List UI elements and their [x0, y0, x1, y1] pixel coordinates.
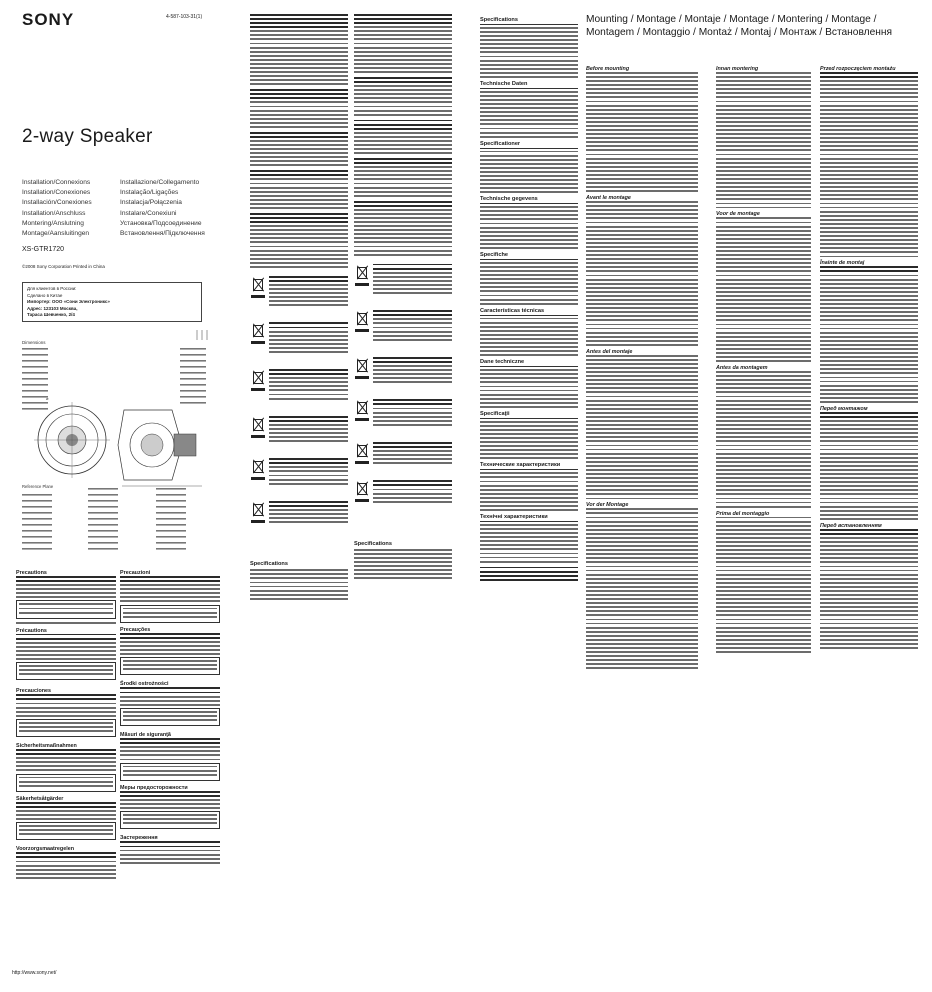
- weee-bin-icon: [250, 501, 266, 523]
- section-heading: Środki ostrożności: [120, 681, 169, 688]
- disposal-notice: [354, 310, 452, 343]
- section-heading: Precauzioni: [120, 570, 151, 576]
- disposal-notice: [250, 458, 348, 487]
- disposal-notice: [250, 416, 348, 445]
- section-heading: Voorzorgsmaatregelen: [16, 846, 75, 853]
- disposal-notice: [250, 369, 348, 402]
- disposal-notice: [354, 399, 452, 428]
- sony-url[interactable]: http://www.sony.net/: [12, 970, 57, 976]
- mounting-column-a: Before mounting Avant le montage Antes del montaje Vor der Montage: [586, 66, 698, 978]
- section-heading: Sicherheitsmaßnahmen: [16, 743, 77, 750]
- specifications-block: Specifications: [250, 561, 348, 599]
- weee-bin-icon: [250, 369, 266, 391]
- mounting-column-c: Przed rozpoczęciem montażu Înainte de montaj Перед монтажом Перед встановленням: [820, 66, 918, 978]
- language-column-left: Installation/Connexions Installation/Conexiones Installación/Conexiones Installation/Anschluss Montering/Anslutning Montage/Aansluitingen: [22, 179, 92, 238]
- disposal-column-b: [354, 14, 452, 978]
- section-heading: Застереження: [120, 835, 158, 842]
- disposal-notice: [354, 442, 452, 466]
- language-list: [22, 178, 205, 239]
- weee-bin-icon: [354, 310, 370, 332]
- note-box: [120, 657, 220, 675]
- note-box: [16, 719, 116, 737]
- weee-bin-icon: [250, 276, 266, 298]
- sony-logo: SONY: [22, 10, 75, 29]
- precautions-column-a: [16, 570, 116, 968]
- disposal-notice: [354, 357, 452, 386]
- note-box: [16, 774, 116, 792]
- note-box: [16, 822, 116, 840]
- note-box: [120, 811, 220, 829]
- weee-bin-icon: [354, 442, 370, 464]
- weee-bin-icon: [250, 458, 266, 480]
- note-box: [16, 600, 116, 618]
- speaker-side-view: [118, 410, 202, 486]
- section-heading: Précautions: [16, 627, 47, 634]
- model-number: XS-GTR1720: [22, 246, 65, 253]
- section-heading: Меры предосторожности: [120, 784, 188, 791]
- part-number: 4-587-103-31(1): [166, 14, 203, 20]
- reference-plane-label: Reference Plane: [22, 484, 54, 489]
- section-heading: Măsuri de siguranţă: [120, 732, 171, 739]
- disposal-notice: [354, 480, 452, 504]
- mounting-column-b: Innan montering Voor de montage Antes da montagem Prima del montaggio: [716, 66, 811, 978]
- dimensions-diagram: [22, 330, 216, 560]
- note-box: [120, 708, 220, 726]
- note-box: [16, 662, 116, 680]
- document-title: 2-way Speaker: [22, 126, 153, 147]
- section-heading: Säkerhetsåtgärder: [16, 795, 64, 802]
- weee-bin-icon: [250, 322, 266, 344]
- weee-bin-icon: [354, 357, 370, 379]
- specifications-column: Specifications Technische Daten Specificationer Technische gegevens Specifiche Características técnicas Dane techniczne Specificaţii Технические характеристики Технічні характеристики: [480, 14, 578, 978]
- copyright: ©2008 Sony Corporation Printed in China: [22, 264, 105, 269]
- figure-title: Dimensions: [22, 340, 46, 345]
- weee-bin-icon: [354, 399, 370, 421]
- disposal-notice: [250, 276, 348, 309]
- disposal-notice: [250, 501, 348, 525]
- weee-bin-icon: [354, 480, 370, 502]
- mounting-header: Mounting / Montage / Montaje / Montage / Montering / Montage / Montagem / Montaggio / Montaż / Montaj / Монтаж / Встановлення: [586, 14, 893, 38]
- section-heading: Precauções: [120, 626, 151, 633]
- disposal-column-a: [250, 14, 348, 978]
- weee-bin-icon: [354, 264, 370, 286]
- section-heading: Precauciones: [16, 688, 52, 695]
- note-box: [120, 605, 220, 623]
- language-column-right: Installazione/Collegamento Instalação/Ligações Instalacja/Połączenia Instalare/Conexiuni Установка/Подсоединение Встановлення/Підключення: [120, 179, 205, 238]
- disposal-notice: [250, 322, 348, 355]
- section-heading: Precautions: [16, 570, 47, 576]
- svg-text:⌀: ⌀: [46, 396, 49, 401]
- representative-box: Для клиентов в России: Сделано в Китае Импортер: ООО «Сони Электроникс» Адрес: 123103 Москва, Тараса Шевченко, 2/4: [22, 282, 202, 322]
- weee-bin-icon: [250, 416, 266, 438]
- specifications-block: Specifications: [354, 541, 452, 579]
- note-box: [120, 763, 220, 781]
- precautions-column-b: [120, 570, 220, 968]
- disposal-notice: [354, 264, 452, 297]
